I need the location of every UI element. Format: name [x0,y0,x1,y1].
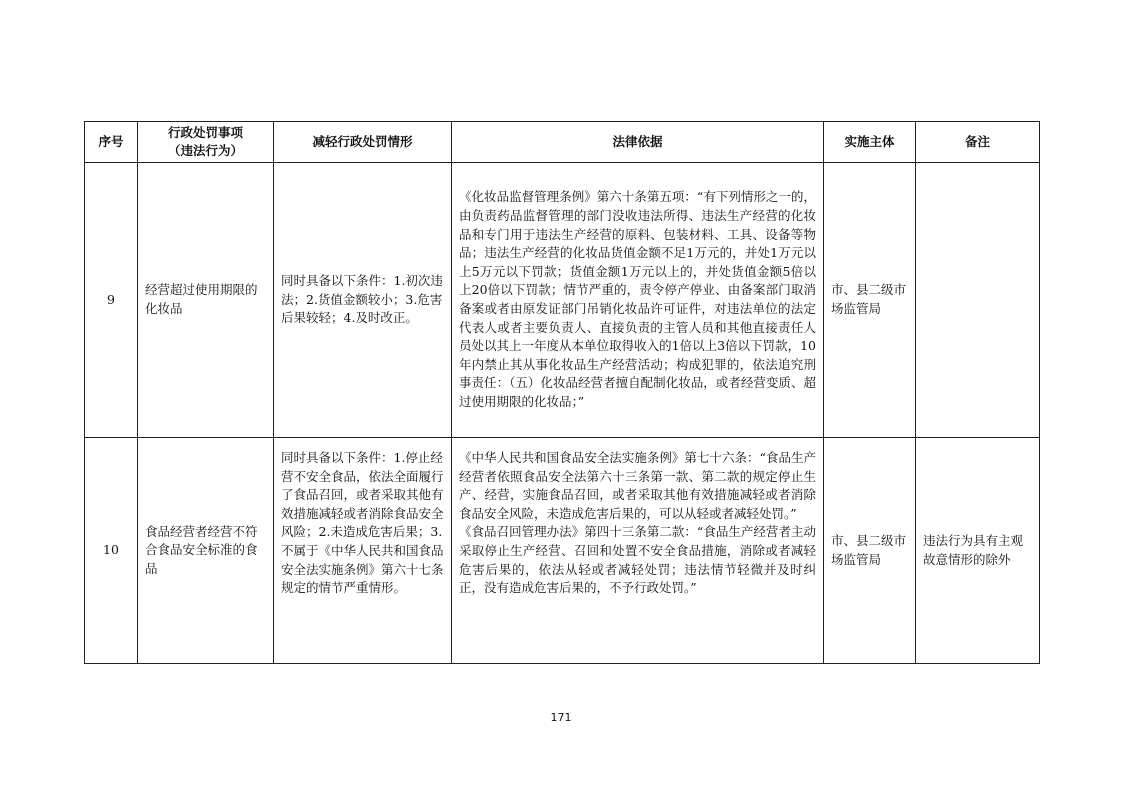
row-serial-number: 10 [85,438,138,664]
row-legal-basis [452,163,824,438]
header-remark: 备注 [916,122,1040,163]
legal-basis-paragraph: 《食品召回管理办法》第四十三条第二款：“食品生产经营者主动采取停止生产经营、召回和处置不安全食品措施，消除或者减轻危害后果的，依法从轻或者减轻处罚；违法情节轻微并及时纠正，没有造成危害后果的，不予行政处罚。” [459,524,816,596]
header-penalty-item [138,122,274,163]
row-penalty-item: 食品经营者经营不符合食品安全标准的食品 [138,438,274,664]
header-mitigation-condition: 减轻行政处罚情形 [274,122,452,163]
table-header-row [85,122,1040,163]
row-remark: 违法行为具有主观故意情形的除外 [916,438,1040,664]
legal-basis-paragraph: 《中华人民共和国食品安全法实施条例》第七十六条：“食品生产经营者依照食品安全法第六十三条第一款、第二款的规定停止生产、经营，实施食品召回，或者采取其他有效措施减轻或者消除食品安全风险，未造成危害后果的，可以从轻或者减轻处罚。” [459,450,816,521]
row-legal-basis [452,438,824,664]
row-penalty-item: 经营超过使用期限的化妆品 [138,163,274,438]
row-implementing-body: 市、县二级市场监管局 [824,163,916,438]
header-implementing-body: 实施主体 [824,122,916,163]
row-mitigation-condition: 同时具备以下条件：1.初次违法；2.货值金额较小；3.危害后果较轻；4.及时改正。 [274,163,452,438]
penalty-table [84,121,1040,664]
table-row [85,163,1040,438]
page-number: 171 [550,711,572,724]
header-legal-basis: 法律依据 [452,122,824,163]
header-penalty-item-line1: 行政处罚事项 [167,125,243,140]
table-row [85,438,1040,664]
row-mitigation-condition: 同时具备以下条件：1.停止经营不安全食品，依法全面履行了食品召回，或者采取其他有效措施减轻或者消除食品安全风险；2.未造成危害后果；3.不属于《中华人民共和国食品安全法实施条例》第六十七条规定的情节严重情形。 [274,438,452,664]
row-implementing-body: 市、县二级市场监管局 [824,438,916,664]
header-serial-number: 序号 [85,122,138,163]
header-penalty-item-line2: （违法行为） [167,143,243,158]
row-remark [916,163,1040,438]
legal-basis-paragraph: 《化妆品监督管理条例》第六十条第五项：“有下列情形之一的，由负责药品监督管理的部门没收违法所得、违法生产经营的化妆品和专门用于违法生产经营的原料、包装材料、工具、设备等物品；违法生产经营的化妆品货值金额不足1万元的，并处1万元以上5万元以下罚款；货值金额1万元以上的，并处货值金额5倍以上20倍以下罚款；情节严重的，责令停产停业、由备案部门取消备案或者由原发证部门吊销化妆品许可证件，对违法单位的法定代表人或者主要负责人、直接负责的主管人员和其他直接责任人员处以其上一年度从本单位取得收入的1倍以上3倍以下罚款，10年内禁止其从事化妆品生产经营活动；构成犯罪的，依法追究刑事责任：（五）化妆品经营者擅自配制化妆品，或者经营变质、超过使用期限的化妆品；” [459,189,816,409]
row-serial-number: 9 [85,163,138,438]
